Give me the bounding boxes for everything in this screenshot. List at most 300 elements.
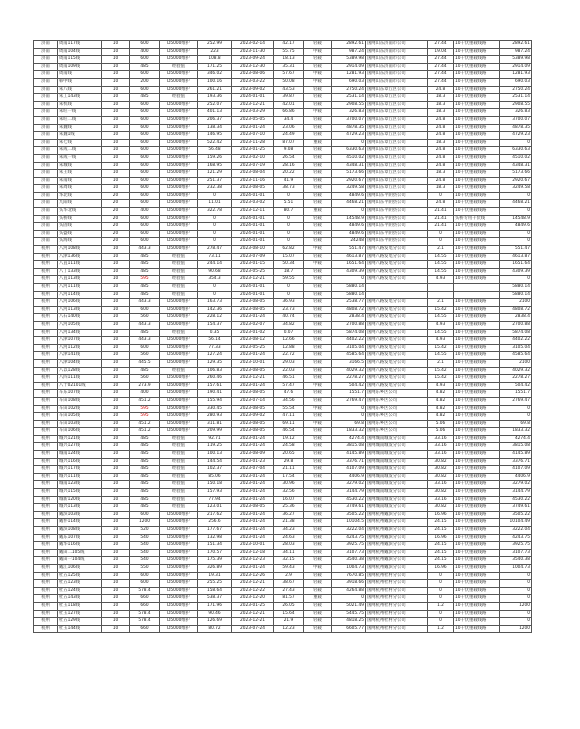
table-cell: 4107.09 <box>332 466 366 474</box>
table-row <box>34 496 532 504</box>
table-cell: 14.55 <box>428 253 454 261</box>
table-cell: 国网东乡区公司 <box>366 390 428 398</box>
table-cell: 朱成二线 <box>58 147 102 155</box>
table-cell: D5000维护 <box>160 321 198 329</box>
table-cell: 济南 <box>34 200 58 208</box>
table-cell: 杭州 <box>34 496 58 504</box>
table-cell: 八河106线 <box>58 299 102 307</box>
table-cell: 27.44 <box>428 63 454 71</box>
table-cell: 杭州 <box>34 382 58 390</box>
table-cell: 10 <box>102 314 130 322</box>
table-cell: D5000维护 <box>160 139 198 147</box>
table-row <box>34 564 532 572</box>
table-row <box>34 238 532 246</box>
table-cell: 10千伏重载线路 <box>454 367 500 375</box>
table-cell: 2024-01-01 <box>232 291 274 299</box>
table-cell: 2023-12-21 <box>232 610 274 618</box>
table-cell: 2023-07-09 <box>232 253 274 261</box>
table-cell: 济南 <box>34 86 58 94</box>
data-sheet <box>33 40 531 633</box>
table-cell: 城兴113线 <box>58 504 102 512</box>
table-cell: 2023-08-10 <box>232 246 274 254</box>
table-cell: 10千伏重载线路 <box>454 405 500 413</box>
table-cell: 国网杭州戴滨分公司 <box>366 557 428 565</box>
table-cell: D5000维护 <box>160 557 198 565</box>
table-cell: 18.3 <box>428 101 454 109</box>
table-cell: 14.55 <box>428 268 454 276</box>
table-cell: 3105.04 <box>332 344 366 352</box>
table-cell: 2023-12-21 <box>232 375 274 383</box>
table-cell: D5000维护 <box>160 359 198 367</box>
table-cell: 杜五123线 <box>58 580 102 588</box>
table-cell: 16.07 <box>274 496 304 504</box>
table-cell: 2023-12-21 <box>232 618 274 626</box>
table-cell: 杭州 <box>34 473 58 481</box>
table-cell: 485 <box>130 458 160 466</box>
table-cell: 2024-01-01 <box>232 238 274 246</box>
table-cell: 经验值 <box>160 94 198 102</box>
table-cell: 杭州 <box>34 329 58 337</box>
table-cell <box>454 284 500 292</box>
table-cell: 轻载 <box>304 147 332 155</box>
table-cell: 杭州 <box>34 344 58 352</box>
table-row <box>34 71 532 79</box>
table-cell: 90.46 <box>198 610 232 618</box>
table-cell: 中载 <box>304 564 332 572</box>
table-cell: D5000维护 <box>160 534 198 542</box>
table-cell: 20 <box>102 215 130 223</box>
table-cell: 城兴117线 <box>58 466 102 474</box>
table-cell: 1200 <box>500 602 532 610</box>
table-cell: 轻载 <box>304 549 332 557</box>
table-cell: 27.44 <box>428 71 454 79</box>
table-cell: 轻载 <box>304 276 332 284</box>
table-cell: 485 <box>130 435 160 443</box>
table-cell: 杭州 <box>34 359 58 367</box>
table-cell: 42.17 <box>274 41 304 49</box>
table-cell: 0 <box>428 580 454 588</box>
table-cell: 戴田一104线 <box>58 557 102 565</box>
table-cell: 445.5 <box>130 359 160 367</box>
table-row <box>34 489 532 497</box>
table-cell: D5000维护 <box>160 192 198 200</box>
table-cell: 国网山东济南市公司 <box>366 63 428 71</box>
table-cell: 杭州 <box>34 420 58 428</box>
table-cell <box>366 284 428 292</box>
table-cell: 济南 <box>34 162 58 170</box>
table-cell: 600 <box>130 185 160 193</box>
table-cell: 2023-01-24 <box>232 527 274 535</box>
table-cell: 2023-01-24 <box>232 473 274 481</box>
table-cell: 戴江106线 <box>58 564 102 572</box>
table-cell: 头华北线 <box>58 208 102 216</box>
table-cell: 0 <box>500 610 532 618</box>
table-cell: 10千伏重载线路 <box>454 344 500 352</box>
table-cell: 2023-12-30 <box>232 63 274 71</box>
table-cell: 经验值 <box>160 496 198 504</box>
table-cell: 10千伏重载线路 <box>454 299 500 307</box>
table-cell: 2278.27 <box>500 375 532 383</box>
table-cell: 2023-12-18 <box>232 549 274 557</box>
table-cell: 273.9 <box>130 382 160 390</box>
table-cell: 24.8 <box>428 124 454 132</box>
table-cell: 城兴116线 <box>58 458 102 466</box>
table-cell: 轻载 <box>304 284 332 292</box>
table-cell: D5000维护 <box>160 223 198 231</box>
table-cell: 1200 <box>500 625 532 633</box>
table-cell: 9.08 <box>274 147 304 155</box>
table-cell: 0 <box>500 230 532 238</box>
table-cell: 40.74 <box>274 314 304 322</box>
table-cell: 10千伏重载线路 <box>454 41 500 49</box>
table-cell: 车田103线 <box>58 420 102 428</box>
table-cell: 10 <box>102 359 130 367</box>
table-cell: 2023-01-24 <box>232 314 274 322</box>
table-cell: 106.83 <box>198 367 232 375</box>
table-cell: 轻载 <box>304 527 332 535</box>
table-cell: 韩中线 <box>58 78 102 86</box>
table-cell: 14548.9 <box>500 215 532 223</box>
table-cell: 国网城南城发分公司 <box>366 489 428 497</box>
table-cell: 周南104线 <box>58 48 102 56</box>
table-cell: 38.67 <box>274 580 304 588</box>
table-cell: 33.16 <box>428 435 454 443</box>
table-cell: 10千伏重载线路 <box>454 481 500 489</box>
table-cell: 2023-12-26 <box>232 572 274 580</box>
table-cell: 朱周线 <box>58 185 102 193</box>
table-cell: 国网山东章丘区公司 <box>366 177 428 185</box>
table-cell: 2920.67 <box>332 177 366 185</box>
table-cell: 4145.89 <box>500 451 532 459</box>
table-cell: D5000维护 <box>160 519 198 527</box>
table-cell: 10 <box>102 625 130 633</box>
table-cell: 132.98 <box>198 534 232 542</box>
table-cell: 3376.71 <box>500 458 532 466</box>
table-cell: 504.42 <box>332 382 366 390</box>
table-row <box>34 63 532 71</box>
table-cell: 2023-10-01 <box>232 542 274 550</box>
table-cell: 151.34 <box>198 542 232 550</box>
table-cell: 0 <box>428 230 454 238</box>
table-cell: 10 <box>102 572 130 580</box>
table-cell: 2023-02-10 <box>232 154 274 162</box>
table-cell: 经验值 <box>160 489 198 497</box>
table-cell: 102.37 <box>198 466 232 474</box>
table-cell: 14.55 <box>428 261 454 269</box>
table-cell: 485 <box>130 473 160 481</box>
table-cell: 杭州 <box>34 405 58 413</box>
table-cell: 2023-05-05 <box>232 116 274 124</box>
table-cell: 600 <box>130 139 160 147</box>
table-cell: 0 <box>500 618 532 626</box>
table-cell: 4348.31 <box>500 162 532 170</box>
table-cell: 0 <box>332 413 366 421</box>
table-cell: 0 <box>274 215 304 223</box>
table-cell: 轻载 <box>304 466 332 474</box>
table-cell: 轻载 <box>304 511 332 519</box>
table-cell: 朱成一线 <box>58 154 102 162</box>
table-cell: 10 <box>102 542 130 550</box>
table-cell: 2023-12-11 <box>232 208 274 216</box>
table-cell: 国网山东章丘区公司 <box>366 154 428 162</box>
table-cell: 城新120线 <box>58 496 102 504</box>
table-cell: 轻载 <box>304 580 332 588</box>
table-cell: 2023-01-25 <box>232 602 274 610</box>
table-cell: 国网八路发电分公司 <box>366 314 428 322</box>
table-cell: 24.8 <box>428 162 454 170</box>
table-cell: 260.46 <box>198 375 232 383</box>
table-cell: 城南124线 <box>58 451 102 459</box>
table-cell: 济南 <box>34 101 58 109</box>
table-cell: 10千伏重载线路 <box>454 580 500 588</box>
table-cell: 10千伏重载线路 <box>454 86 500 94</box>
table-cell: 周南117线 <box>58 41 102 49</box>
table-cell: 轻载 <box>304 489 332 497</box>
table-cell: 10 <box>102 170 130 178</box>
table-cell: 经验值 <box>160 329 198 337</box>
table-cell: 56.14 <box>198 337 232 345</box>
table-cell: 18.13 <box>274 56 304 64</box>
table-cell: 10 <box>102 557 130 565</box>
table-cell: 14.55 <box>428 314 454 322</box>
table-cell: 2023-08-05 <box>232 428 274 436</box>
table-cell: 10千伏重载线路 <box>454 359 500 367</box>
table-cell: 国网山东平阴县公司 <box>366 215 428 223</box>
table-cell: 国网城南城发分公司 <box>366 451 428 459</box>
table-cell: 国网山东济南市公司 <box>366 48 428 56</box>
table-cell: D5000维护 <box>160 48 198 56</box>
table-cell: D5000维护 <box>160 230 198 238</box>
table-cell: 20 <box>102 200 130 208</box>
table-cell: 轻载 <box>304 238 332 246</box>
table-cell: 0 <box>274 192 304 200</box>
table-cell: 杭州 <box>34 268 58 276</box>
table-cell: 济南 <box>34 94 58 102</box>
table-cell: 73.11 <box>198 253 232 261</box>
table-cell: D5000维护 <box>160 246 198 254</box>
table-cell: 0 <box>500 587 532 595</box>
table-cell: D5000维护 <box>160 314 198 322</box>
table-cell: 30.82 <box>428 473 454 481</box>
table-cell: 30.82 <box>428 504 454 512</box>
table-cell: 10 <box>102 86 130 94</box>
table-cell: 2769.47 <box>500 397 532 405</box>
table-cell: D5000维护 <box>160 208 198 216</box>
table-cell: 杭州 <box>34 299 58 307</box>
table-cell: 经验值 <box>160 276 198 284</box>
table-cell: 2023-12-21 <box>232 101 274 109</box>
table-cell: 国网山东济南市公司 <box>366 56 428 64</box>
table-cell: 4878.35 <box>332 124 366 132</box>
table-cell: 2892.61 <box>500 41 532 49</box>
table-cell: 10千伏重载线路 <box>454 170 500 178</box>
table-cell: 2023-08-05 <box>232 405 274 413</box>
table-cell: 10千伏重载线路 <box>454 63 500 71</box>
table-cell: 80.72 <box>198 625 232 633</box>
table-cell: 八十02101线 <box>58 382 102 390</box>
table-cell: 经验值 <box>160 291 198 299</box>
table-cell: D5000维护 <box>160 352 198 360</box>
table-cell: 10 <box>102 473 130 481</box>
table-cell: 600 <box>130 41 160 49</box>
table-cell: 2023-01-24 <box>232 519 274 527</box>
table-row <box>34 420 532 428</box>
table-cell: 4849.6 <box>332 223 366 231</box>
table-cell: 0 <box>500 405 532 413</box>
table-cell: 杭州 <box>34 306 58 314</box>
table-cell: 10千伏重载线路 <box>454 162 500 170</box>
table-row <box>34 511 532 519</box>
table-cell: 2024-01-01 <box>232 284 274 292</box>
table-cell: 600 <box>130 154 160 162</box>
table-cell: 595 <box>130 405 160 413</box>
table-row <box>34 375 532 383</box>
table-cell: 322.78 <box>198 208 232 216</box>
table-cell: 400 <box>130 48 160 56</box>
table-row <box>34 185 532 193</box>
table-cell: 157.61 <box>198 382 232 390</box>
table-cell: 10千伏重载线路 <box>454 200 500 208</box>
table-cell: 2023-01-24 <box>232 124 274 132</box>
table-cell: 轻载 <box>304 162 332 170</box>
table-cell: 轻载 <box>304 223 332 231</box>
table-cell: 4849.6 <box>332 230 366 238</box>
table-cell: 轻载 <box>304 458 332 466</box>
table-cell: 轻载 <box>304 428 332 436</box>
table-cell: 周南109线 <box>58 63 102 71</box>
table-cell: 杭州 <box>34 580 58 588</box>
table-cell: 10千伏重载线路 <box>454 192 500 200</box>
table-cell: 2023-12-23 <box>232 557 274 565</box>
table-cell: 10 <box>102 78 130 86</box>
table-row <box>34 527 532 535</box>
table-cell: 5173.66 <box>332 170 366 178</box>
table-cell: 600 <box>130 200 160 208</box>
table-cell: 28.16 <box>274 162 304 170</box>
table-cell: 国网山东章丘区公司 <box>366 109 428 117</box>
table-cell: 485 <box>130 94 160 102</box>
table-cell: 国网杭州戴滨分公司 <box>366 534 428 542</box>
table-cell: D5000维护 <box>160 527 198 535</box>
table-cell: 46.54 <box>274 428 304 436</box>
table-cell: 城兴127线 <box>58 443 102 451</box>
table-cell: 国网山东平阴县公司 <box>366 238 428 246</box>
table-cell: 4510.02 <box>500 154 532 162</box>
table-cell: 485 <box>130 451 160 459</box>
table-cell: 24.8 <box>428 86 454 94</box>
table-cell: 济南 <box>34 139 58 147</box>
table-cell: 八津141线 <box>58 352 102 360</box>
table-cell: 144.54 <box>198 458 232 466</box>
table-cell: 10 <box>102 41 130 49</box>
table-cell: 24.8 <box>428 154 454 162</box>
table-cell: 国网城南城发分公司 <box>366 466 428 474</box>
table-cell: 154.37 <box>198 321 232 329</box>
table-cell: 10千伏重载线路 <box>454 56 500 64</box>
table-cell: 2892.61 <box>332 41 366 49</box>
table-cell: 223 <box>198 48 232 56</box>
table-row <box>34 223 532 231</box>
table-cell: 4.82 <box>428 390 454 398</box>
table-cell: 2023-09-02 <box>232 86 274 94</box>
table-cell: 600 <box>130 147 160 155</box>
table-cell: 550 <box>130 564 160 572</box>
table-cell: 159.26 <box>198 154 232 162</box>
table-cell: 18.3 <box>428 139 454 147</box>
table-cell: 10 <box>102 595 130 603</box>
table-cell: 600 <box>130 162 160 170</box>
table-cell: 24.15 <box>428 542 454 550</box>
table-cell: 4818.25 <box>332 618 366 626</box>
table-cell: 轻载 <box>304 587 332 595</box>
table-cell: 八直113线 <box>58 276 102 284</box>
table-cell: 4.93 <box>428 337 454 345</box>
table-cell: D5000维护 <box>160 580 198 588</box>
table-cell: 600 <box>130 572 160 580</box>
table-cell: 4029.32 <box>332 367 366 375</box>
table-cell: 50.34 <box>274 261 304 269</box>
table-cell: 10千伏重载线路 <box>454 527 500 535</box>
table-cell: 10 <box>102 413 130 421</box>
table-cell: 4.82 <box>428 405 454 413</box>
table-cell: 10 <box>102 458 130 466</box>
table-cell: 济南 <box>34 41 58 49</box>
table-cell <box>366 291 428 299</box>
table-cell: 11.01 <box>198 200 232 208</box>
table-cell: 中载 <box>304 71 332 79</box>
table-cell: 10 <box>102 443 130 451</box>
table-cell: D5000维护 <box>160 337 198 345</box>
table-cell: 轻载 <box>304 101 332 109</box>
table-cell: 24.15 <box>428 557 454 565</box>
table-row <box>34 352 532 360</box>
table-cell: 560 <box>130 352 160 360</box>
table-cell: 国网杭州杜村分公司 <box>366 625 428 633</box>
table-cell: 轻载 <box>304 200 332 208</box>
table-cell: 177.67 <box>198 527 232 535</box>
table-cell: 600 <box>130 177 160 185</box>
table-cell: 0 <box>332 595 366 603</box>
table-cell: D5000维护 <box>160 511 198 519</box>
table-cell: 经验值 <box>160 367 198 375</box>
table-cell: 10千伏重载线路 <box>454 519 500 527</box>
table-cell: 69.8 <box>332 420 366 428</box>
table-cell: 4274.4 <box>332 435 366 443</box>
table-cell: 国网东乡区公司 <box>366 428 428 436</box>
table-cell: 24.15 <box>428 519 454 527</box>
table-cell: 200 <box>130 78 160 86</box>
table-cell: 4849.6 <box>332 192 366 200</box>
table-cell: 4406.9 <box>500 473 532 481</box>
table-cell: 2023-12-21 <box>232 580 274 588</box>
table-cell: 国网山东济南市公司 <box>366 71 428 79</box>
table-cell: 14.55 <box>428 352 454 360</box>
table-cell: 20.22 <box>274 170 304 178</box>
table-row <box>34 549 532 557</box>
table-cell: 国网东乡区公司 <box>366 397 428 405</box>
table-cell: D5000维护 <box>160 428 198 436</box>
table-row <box>34 154 532 162</box>
table-cell: 3700.07 <box>332 116 366 124</box>
table-cell: 济南 <box>34 109 58 117</box>
table-cell: 3279.02 <box>332 481 366 489</box>
table-cell: 八津104线 <box>58 359 102 367</box>
table-row <box>34 618 532 626</box>
table-cell: 15.42 <box>428 306 454 314</box>
table-cell: 2100 <box>500 359 532 367</box>
table-cell: 国网城南城发分公司 <box>366 496 428 504</box>
table-cell: 10千伏重载线路 <box>454 124 500 132</box>
